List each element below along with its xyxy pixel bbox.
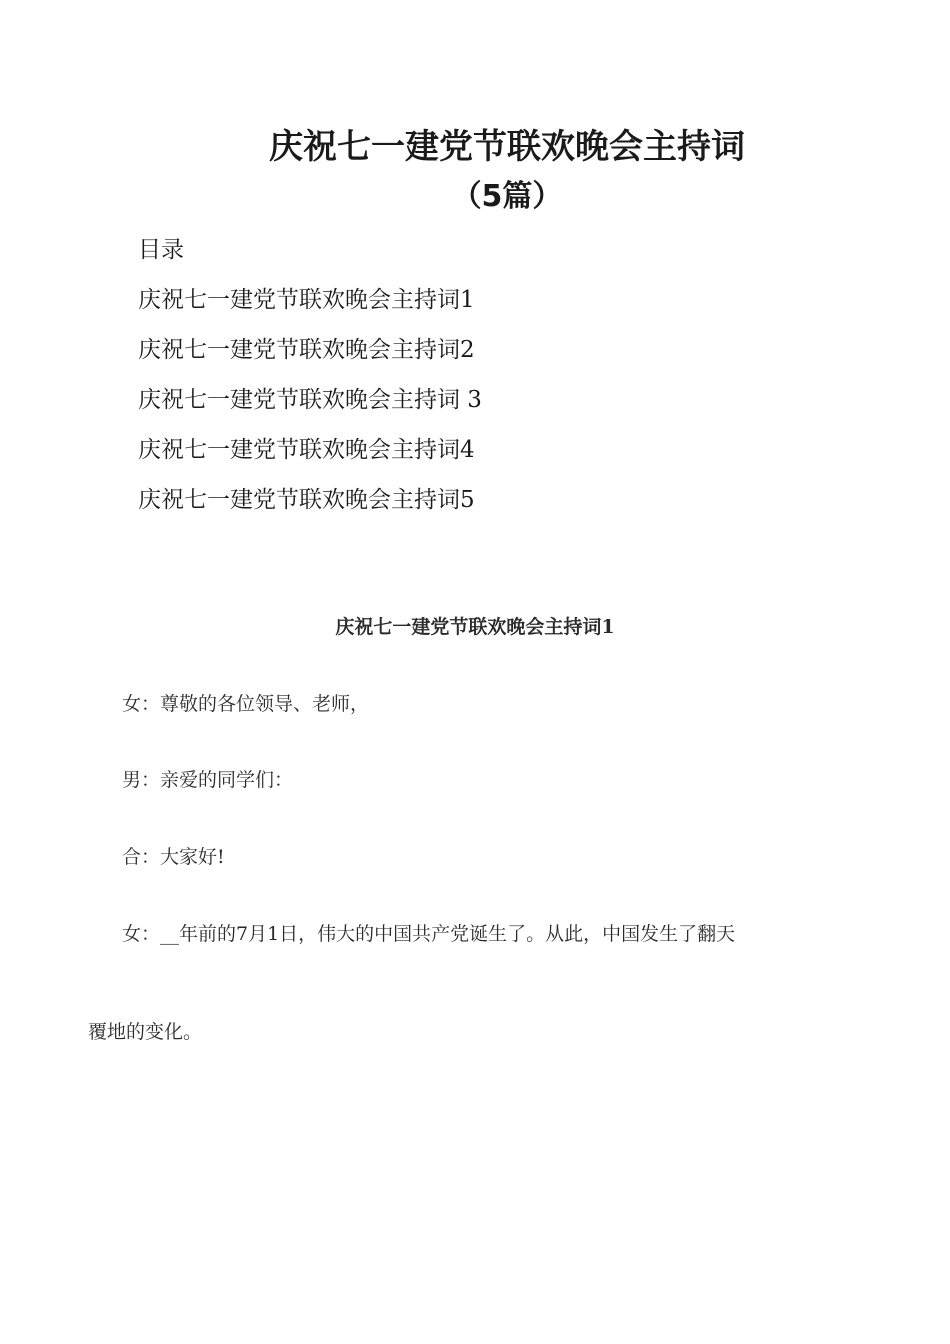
toc-item-1[interactable]: 庆祝七一建党节联欢晚会主持词1: [138, 287, 475, 313]
section-title: 庆祝七一建党节联欢晚会主持词1: [335, 616, 615, 638]
paragraph-3: 合：大家好!: [122, 846, 225, 868]
table-of-contents: [138, 230, 482, 530]
toc-heading: 目录: [138, 237, 184, 263]
toc-item-2[interactable]: 庆祝七一建党节联欢晚会主持词2: [138, 337, 475, 363]
document-title: 庆祝七一建党节联欢晚会主持词: [269, 127, 745, 167]
paragraph-4-continued: 覆地的变化。: [88, 1021, 203, 1043]
toc-item-5[interactable]: 庆祝七一建党节联欢晚会主持词5: [138, 487, 475, 513]
paragraph-1: 女：尊敬的各位领导、老师，: [122, 693, 370, 715]
document-subtitle: （5篇）: [451, 179, 563, 214]
paragraph-4: 女：__年前的7月1日，伟大的中国共产党诞生了。从此，中国发生了翻天: [122, 923, 736, 945]
toc-item-4[interactable]: 庆祝七一建党节联欢晚会主持词4: [138, 437, 475, 463]
paragraph-2: 男：亲爱的同学们：: [122, 769, 294, 791]
toc-item-3[interactable]: 庆祝七一建党节联欢晚会主持词 3: [138, 387, 482, 413]
